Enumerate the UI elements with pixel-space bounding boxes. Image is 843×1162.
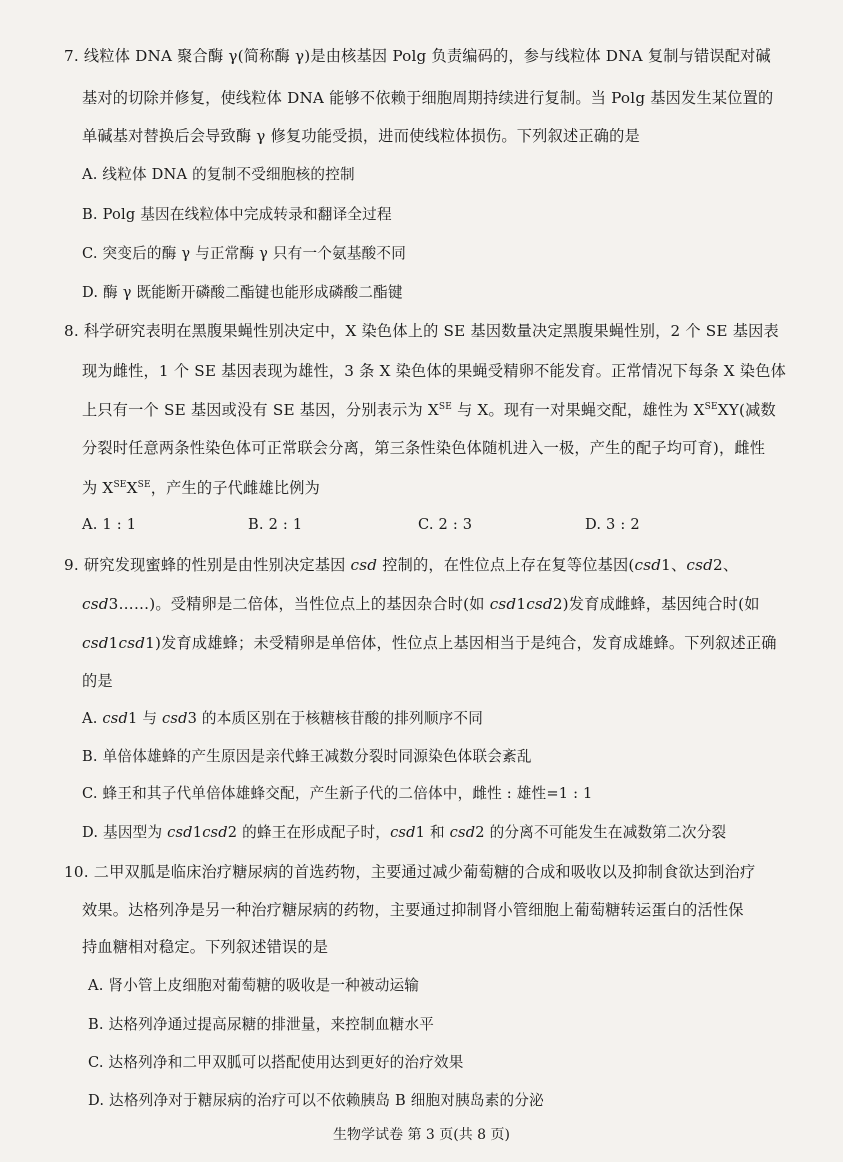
q7-stem-line2: 基对的切除并修复，使线粒体 DNA 能够不依赖于细胞周期持续进行复制。当 Polg 基因发生某位置的 [82, 89, 774, 107]
q10-option-b: B. 达格列净通过提高尿糖的排泄量，来控制血糖水平 [88, 1016, 435, 1033]
q8-option-b: B. 2 : 1 [248, 516, 303, 533]
q7-stem-line3: 单碱基对替换后会导致酶 γ 修复功能受损，进而使线粒体损伤。下列叙述正确的是 [82, 127, 640, 145]
q8-stem-line2: 现为雌性，1 个 SE 基因表现为雄性，3 条 X 染色体的果蝇受精卵不能发育。正常情况下每条 X 染色体 [82, 362, 786, 380]
q7-option-c: C. 突变后的酶 γ 与正常酶 γ 只有一个氨基酸不同 [82, 245, 407, 262]
q8-option-d: D. 3 : 2 [585, 516, 640, 533]
q9-option-b: B. 单倍体雄蜂的产生原因是亲代蜂王减数分裂时同源染色体联会紊乱 [82, 748, 532, 765]
q9-option-d: D. 基因型为 csd1csd2 的蜂王在形成配子时，csd1 和 csd2 的分离不可能发生在减数第二次分裂 [82, 824, 727, 841]
q10-option-c: C. 达格列净和二甲双胍可以搭配使用达到更好的治疗效果 [88, 1054, 464, 1071]
q9-stem-line4: 的是 [82, 672, 113, 690]
q10-stem-line2: 效果。达格列净是另一种治疗糖尿病的药物，主要通过抑制肾小管细胞上葡萄糖转运蛋白的活性保 [82, 901, 744, 919]
q7-option-b: B. Polg 基因在线粒体中完成转录和翻译全过程 [82, 206, 392, 223]
q10-stem-line1: 10. 二甲双胍是临床治疗糖尿病的首选药物，主要通过减少葡萄糖的合成和吸收以及抑制食欲达到治疗 [64, 863, 756, 881]
q9-stem-line2: csd3……)。受精卵是二倍体，当性位点上的基因杂合时(如 csd1csd2)发育成雌蜂，基因纯合时(如 [82, 595, 760, 613]
q9-option-c: C. 蜂王和其子代单倍体雄蜂交配，产生新子代的二倍体中，雌性 : 雄性=1 : 1 [82, 785, 593, 802]
q8-stem-line3: 上只有一个 SE 基因或没有 SE 基因，分别表示为 $X^{SE}$ 与 X。现有一对果蝇交配，雄性为 $X^{SE}XY$(减数 [82, 401, 776, 419]
q7-option-a: A. 线粒体 DNA 的复制不受细胞核的控制 [82, 166, 355, 183]
q7-option-d: D. 酶 γ 既能断开磷酸二酯键也能形成磷酸二酯键 [82, 284, 403, 301]
q10-stem-line3: 持血糖相对稳定。下列叙述错误的是 [82, 938, 329, 956]
page-footer: 生物学试卷 第 3 页(共 8 页) [333, 1127, 510, 1143]
q8-option-a: A. 1 : 1 [82, 516, 137, 533]
q10-option-d: D. 达格列净对于糖尿病的治疗可以不依赖胰岛 B 细胞对胰岛素的分泌 [88, 1092, 544, 1109]
q8-stem-line1: 8. 科学研究表明在黑腹果蝇性别决定中，X 染色体上的 SE 基因数量决定黑腹果蝇性别，2 个 SE 基因表 [64, 322, 779, 340]
q8-stem-line5: 为 $X^{SE}X^{SE}$，产生的子代雌雄比例为 [82, 479, 320, 497]
q9-stem-line3: csd1csd1)发育成雄蜂；未受精卵是单倍体，性位点上基因相当于是纯合，发育成雄蜂。下列叙述正确 [82, 634, 777, 652]
q9-stem-line1: 9. 研究发现蜜蜂的性别是由性别决定基因 csd 控制的，在性位点上存在复等位基因(csd1、csd2、 [64, 556, 739, 574]
q9-option-a: A. csd1 与 csd3 的本质区别在于核糖核苷酸的排列顺序不同 [82, 710, 484, 727]
q8-option-c: C. 2 : 3 [418, 516, 473, 533]
q7-stem-line1: 7. 线粒体 DNA 聚合酶 γ(简称酶 γ)是由核基因 Polg 负责编码的，参与线粒体 DNA 复制与错误配对碱 [64, 47, 771, 65]
q8-stem-line4: 分裂时任意两条性染色体可正常联会分离，第三条性染色体随机进入一极，产生的配子均可育)，雌性 [82, 439, 766, 457]
q10-option-a: A. 肾小管上皮细胞对葡萄糖的吸收是一种被动运输 [88, 977, 420, 994]
